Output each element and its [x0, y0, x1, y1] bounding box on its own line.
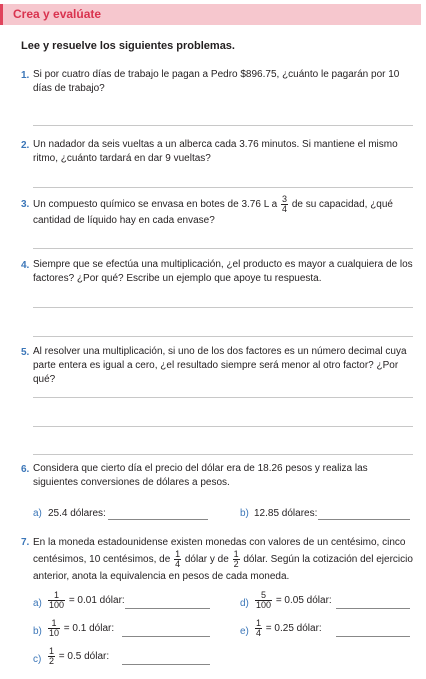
answer-line[interactable]	[33, 426, 413, 427]
section-header	[0, 4, 421, 25]
answer-line[interactable]	[33, 248, 413, 249]
problem-3-text	[33, 195, 413, 228]
option-label: c)	[33, 654, 42, 665]
option-fraction: $\frac{1}{4}$ = 0.25 dólar:	[256, 618, 322, 638]
option-text: 25.4 dólares:	[48, 508, 106, 519]
option-fraction: $\frac{1}{2}$ = 0.5 dólar:	[49, 646, 110, 666]
answer-line[interactable]	[33, 125, 413, 126]
answer-line[interactable]	[33, 187, 413, 188]
option-label: b)	[33, 626, 42, 637]
option-fraction: $\frac{1}{100}$ = 0.01 dólar:	[49, 590, 125, 610]
problem-2-number: 2.	[21, 140, 30, 151]
answer-line[interactable]	[108, 519, 208, 520]
problem-7-number: 7.	[21, 537, 30, 548]
option-label: a)	[33, 508, 42, 519]
section-title: Crea y evalúate	[13, 7, 102, 21]
instructions: Lee y resuelve los siguientes problemas.	[21, 40, 235, 52]
problem-2-text: Un nadador da seis vueltas a un alberca cada 3.76 minutos. Si mantiene el mismo ritmo, ¿cuánto tardará en dar 9 vueltas?	[33, 139, 398, 164]
answer-line[interactable]	[336, 636, 410, 637]
answer-line[interactable]	[336, 608, 410, 609]
fraction: $\frac{1}{2}$	[233, 549, 239, 569]
answer-line[interactable]	[33, 336, 413, 337]
answer-line[interactable]	[318, 519, 410, 520]
answer-line[interactable]	[122, 636, 210, 637]
fraction: $\frac{1}{4}$	[175, 549, 181, 569]
problem-4-text: Siempre que se efectúa una multiplicación, ¿el producto es mayor a cualquiera de los factores? ¿Por qué? Escribe un ejemplo que apoye tu respuesta.	[33, 259, 413, 284]
option-label: a)	[33, 598, 42, 609]
problem-1-number: 1.	[21, 70, 30, 81]
option-label: d)	[240, 598, 249, 609]
answer-line[interactable]	[125, 608, 210, 609]
answer-line[interactable]	[33, 397, 413, 398]
option-text: 12.85 dólares:	[254, 508, 318, 519]
problem-5-number: 5.	[21, 347, 30, 358]
problem-6-number: 6.	[21, 464, 30, 475]
answer-line[interactable]	[33, 307, 413, 308]
option-fraction: $\frac{1}{10}$ = 0.1 dólar:	[49, 618, 115, 638]
problem-6-text: Considera que cierto día el precio del dólar era de 18.26 pesos y realiza las siguientes conversiones de dólares a pesos.	[33, 463, 368, 488]
problem-3-number: 3.	[21, 199, 30, 210]
problem-1-text: Si por cuatro días de trabajo le pagan a Pedro $896.75, ¿cuánto le pagarán por 10 días de trabajo?	[33, 69, 400, 94]
problem-4-number: 4.	[21, 260, 30, 271]
option-label: b)	[240, 508, 249, 519]
problem-3-text-b: de su capacidad, ¿qué cantidad de líquido hay en cada envase?	[33, 199, 393, 226]
answer-line[interactable]	[122, 664, 210, 665]
problem-7-text: En la moneda estadounidense existen monedas con valores de un centésimo, cinco centésimos, 10 centésimos, de $\frac{1}{4}$ dólar y de $\frac{1}{2}$ dólar. Según la cotización del ejercicio anterior, anota la equivalencia en pesos de cada moneda.	[33, 537, 413, 582]
option-fraction: $\frac{5}{100}$ = 0.05 dólar:	[256, 590, 332, 610]
problem-5-text: Al resolver una multiplicación, si uno de los dos factores es un número decimal cuya parte entera es igual a cero, ¿el resultado siempre será menor al otro factor? ¿Por qué?	[33, 346, 407, 385]
fraction: $\frac{3}{4}$	[282, 194, 288, 214]
problem-3-text-a: Un compuesto químico se envasa en botes de 3.76 L a	[33, 199, 278, 211]
option-label: e)	[240, 626, 249, 637]
answer-line[interactable]	[33, 454, 413, 455]
